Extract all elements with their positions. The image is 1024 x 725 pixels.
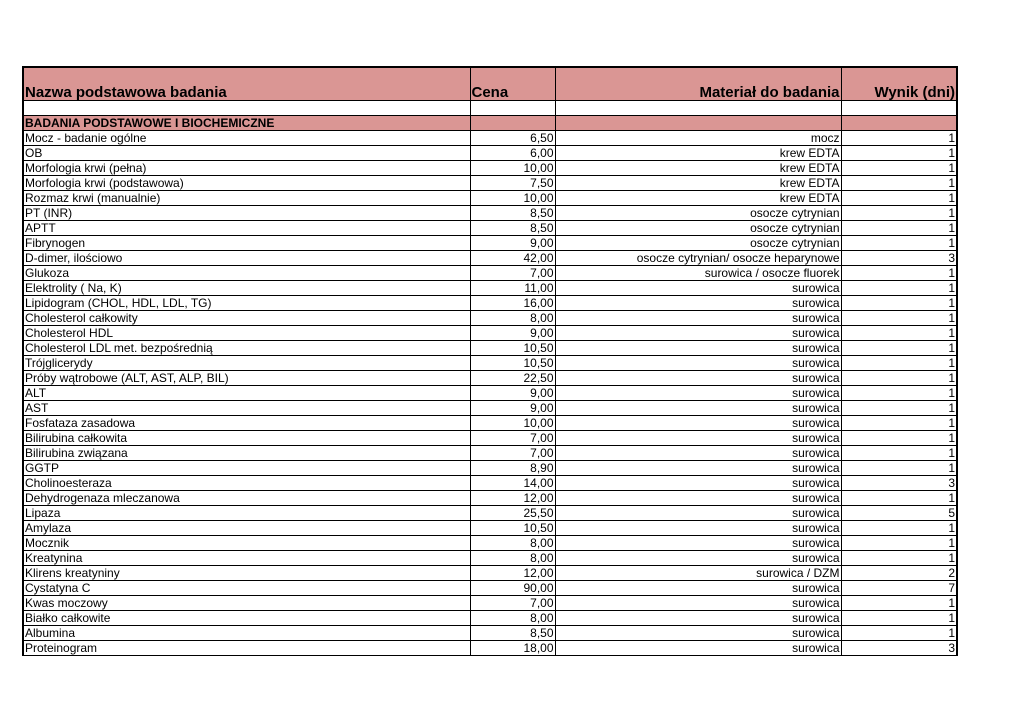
test-result-days: 1 [841, 416, 957, 431]
test-price: 16,00 [470, 296, 555, 311]
test-name: Kreatynina [23, 551, 470, 566]
test-material: surowica [555, 341, 841, 356]
test-result-days: 1 [841, 326, 957, 341]
test-material: surowica [555, 401, 841, 416]
test-result-days: 2 [841, 566, 957, 581]
test-result-days: 1 [841, 491, 957, 506]
test-material: surowica [555, 581, 841, 596]
test-name: Glukoza [23, 266, 470, 281]
test-name: Kwas moczowy [23, 596, 470, 611]
section-cell [470, 116, 555, 131]
test-name: Próby wątrobowe (ALT, AST, ALP, BIL) [23, 371, 470, 386]
test-material: krew EDTA [555, 146, 841, 161]
table-row [23, 221, 957, 236]
test-material: surowica [555, 371, 841, 386]
test-name: D-dimer, ilościowo [23, 251, 470, 266]
test-material: surowica [555, 596, 841, 611]
test-material: krew EDTA [555, 191, 841, 206]
test-material: surowica [555, 491, 841, 506]
test-material: surowica [555, 281, 841, 296]
test-result-days: 1 [841, 401, 957, 416]
test-material: krew EDTA [555, 161, 841, 176]
test-result-days: 1 [841, 536, 957, 551]
test-name: Trójglicerydy [23, 356, 470, 371]
test-price: 8,90 [470, 461, 555, 476]
table-row [23, 521, 957, 536]
test-material: surowica [555, 551, 841, 566]
test-price: 7,00 [470, 596, 555, 611]
test-result-days: 1 [841, 221, 957, 236]
test-material: surowica [555, 416, 841, 431]
test-result-days: 7 [841, 581, 957, 596]
test-result-days: 1 [841, 551, 957, 566]
test-result-days: 1 [841, 356, 957, 371]
blank-cell [555, 101, 841, 116]
table-row [23, 476, 957, 491]
test-material: osocze cytrynian/ osocze heparynowe [555, 251, 841, 266]
test-price: 9,00 [470, 326, 555, 341]
header-price: Cena [470, 67, 555, 101]
table-row [23, 341, 957, 356]
test-material: surowica [555, 476, 841, 491]
test-material: surowica [555, 521, 841, 536]
test-name: Cholesterol HDL [23, 326, 470, 341]
test-name: Mocznik [23, 536, 470, 551]
table-row [23, 296, 957, 311]
table-row [23, 446, 957, 461]
test-name: Cholesterol LDL met. bezpośrednią [23, 341, 470, 356]
test-result-days: 1 [841, 461, 957, 476]
table-row [23, 311, 957, 326]
blank-cell [470, 101, 555, 116]
price-table [22, 66, 958, 656]
header-name: Nazwa podstawowa badania [23, 67, 470, 101]
test-name: OB [23, 146, 470, 161]
test-material: osocze cytrynian [555, 236, 841, 251]
test-result-days: 1 [841, 341, 957, 356]
test-result-days: 1 [841, 596, 957, 611]
section-cell [555, 116, 841, 131]
test-material: krew EDTA [555, 176, 841, 191]
test-name: AST [23, 401, 470, 416]
test-material: surowica [555, 626, 841, 641]
test-price: 22,50 [470, 371, 555, 386]
test-name: GGTP [23, 461, 470, 476]
test-price: 8,50 [470, 626, 555, 641]
test-price: 9,00 [470, 401, 555, 416]
test-price: 6,00 [470, 146, 555, 161]
table-row [23, 566, 957, 581]
test-result-days: 1 [841, 296, 957, 311]
blank-cell [841, 101, 957, 116]
test-price: 11,00 [470, 281, 555, 296]
test-name: Białko całkowite [23, 611, 470, 626]
test-price: 7,50 [470, 176, 555, 191]
test-result-days: 1 [841, 266, 957, 281]
test-name: Cystatyna C [23, 581, 470, 596]
test-name: Proteinogram [23, 641, 470, 656]
table-row [23, 161, 957, 176]
test-material: surowica [555, 326, 841, 341]
test-name: APTT [23, 221, 470, 236]
test-result-days: 3 [841, 641, 957, 656]
test-name: Cholinoesteraza [23, 476, 470, 491]
test-price: 9,00 [470, 236, 555, 251]
table-row [23, 251, 957, 266]
test-name: Elektrolity ( Na, K) [23, 281, 470, 296]
header-material: Materiał do badania [555, 67, 841, 101]
test-result-days: 1 [841, 161, 957, 176]
test-name: Lipaza [23, 506, 470, 521]
table-row [23, 536, 957, 551]
test-result-days: 1 [841, 311, 957, 326]
test-price: 14,00 [470, 476, 555, 491]
test-price: 8,00 [470, 536, 555, 551]
test-result-days: 1 [841, 281, 957, 296]
test-result-days: 5 [841, 506, 957, 521]
table-row [23, 206, 957, 221]
test-material: surowica [555, 506, 841, 521]
test-price: 25,50 [470, 506, 555, 521]
test-material: osocze cytrynian [555, 221, 841, 236]
table-row [23, 281, 957, 296]
test-result-days: 1 [841, 446, 957, 461]
test-result-days: 1 [841, 131, 957, 146]
test-name: PT (INR) [23, 206, 470, 221]
section-row [23, 116, 957, 131]
test-price: 9,00 [470, 386, 555, 401]
test-name: Albumina [23, 626, 470, 641]
blank-row [23, 101, 957, 116]
table-row [23, 326, 957, 341]
test-price: 7,00 [470, 266, 555, 281]
test-result-days: 1 [841, 236, 957, 251]
table-row [23, 596, 957, 611]
table-row [23, 131, 957, 146]
table-row [23, 371, 957, 386]
test-price: 7,00 [470, 446, 555, 461]
test-material: surowica [555, 536, 841, 551]
table-row [23, 176, 957, 191]
test-name: Amylaza [23, 521, 470, 536]
test-price: 12,00 [470, 566, 555, 581]
test-name: Morfologia krwi (podstawowa) [23, 176, 470, 191]
table-row [23, 266, 957, 281]
test-material: surowica [555, 446, 841, 461]
test-material: surowica [555, 431, 841, 446]
test-name: Dehydrogenaza mleczanowa [23, 491, 470, 506]
test-name: Rozmaz krwi (manualnie) [23, 191, 470, 206]
test-name: Lipidogram (CHOL, HDL, LDL, TG) [23, 296, 470, 311]
test-price: 8,00 [470, 611, 555, 626]
test-price: 18,00 [470, 641, 555, 656]
table-row [23, 491, 957, 506]
test-result-days: 1 [841, 371, 957, 386]
table-row [23, 551, 957, 566]
test-price: 10,50 [470, 356, 555, 371]
table-row [23, 386, 957, 401]
test-result-days: 3 [841, 476, 957, 491]
test-result-days: 3 [841, 251, 957, 266]
test-material: surowica [555, 641, 841, 656]
table-row [23, 641, 957, 656]
test-price: 8,50 [470, 206, 555, 221]
test-material: surowica / DZM [555, 566, 841, 581]
test-result-days: 1 [841, 431, 957, 446]
test-name: Klirens kreatyniny [23, 566, 470, 581]
test-material: surowica [555, 461, 841, 476]
test-material: surowica / osocze fluorek [555, 266, 841, 281]
test-price: 8,00 [470, 311, 555, 326]
test-material: surowica [555, 356, 841, 371]
test-price: 8,00 [470, 551, 555, 566]
test-name: Fosfataza zasadowa [23, 416, 470, 431]
test-material: surowica [555, 311, 841, 326]
test-result-days: 1 [841, 386, 957, 401]
test-price: 6,50 [470, 131, 555, 146]
table-row [23, 191, 957, 206]
table-row [23, 146, 957, 161]
test-price: 10,00 [470, 191, 555, 206]
test-price: 10,00 [470, 416, 555, 431]
table-row [23, 431, 957, 446]
test-price: 7,00 [470, 431, 555, 446]
test-result-days: 1 [841, 146, 957, 161]
test-name: Cholesterol całkowity [23, 311, 470, 326]
test-price: 10,50 [470, 521, 555, 536]
table-row [23, 416, 957, 431]
test-price: 12,00 [470, 491, 555, 506]
table-row [23, 356, 957, 371]
section-title: BADANIA PODSTAWOWE I BIOCHEMICZNE [23, 116, 470, 131]
table-row [23, 236, 957, 251]
test-material: mocz [555, 131, 841, 146]
header-row [23, 67, 957, 101]
test-material: surowica [555, 611, 841, 626]
blank-cell [23, 101, 470, 116]
test-result-days: 1 [841, 206, 957, 221]
test-price: 10,00 [470, 161, 555, 176]
header-result: Wynik (dni) [841, 67, 957, 101]
test-material: osocze cytrynian [555, 206, 841, 221]
table-row [23, 401, 957, 416]
table-row [23, 611, 957, 626]
test-result-days: 1 [841, 191, 957, 206]
table-row [23, 626, 957, 641]
test-result-days: 1 [841, 521, 957, 536]
test-name: Morfologia krwi (pełna) [23, 161, 470, 176]
table-row [23, 506, 957, 521]
test-name: Fibrynogen [23, 236, 470, 251]
section-cell [841, 116, 957, 131]
test-name: ALT [23, 386, 470, 401]
test-material: surowica [555, 296, 841, 311]
test-name: Bilirubina całkowita [23, 431, 470, 446]
test-price: 90,00 [470, 581, 555, 596]
test-material: surowica [555, 386, 841, 401]
test-result-days: 1 [841, 176, 957, 191]
test-price: 42,00 [470, 251, 555, 266]
test-name: Mocz - badanie ogólne [23, 131, 470, 146]
test-price: 10,50 [470, 341, 555, 356]
table-row [23, 461, 957, 476]
test-name: Bilirubina związana [23, 446, 470, 461]
test-result-days: 1 [841, 626, 957, 641]
test-result-days: 1 [841, 611, 957, 626]
table-row [23, 581, 957, 596]
test-price: 8,50 [470, 221, 555, 236]
